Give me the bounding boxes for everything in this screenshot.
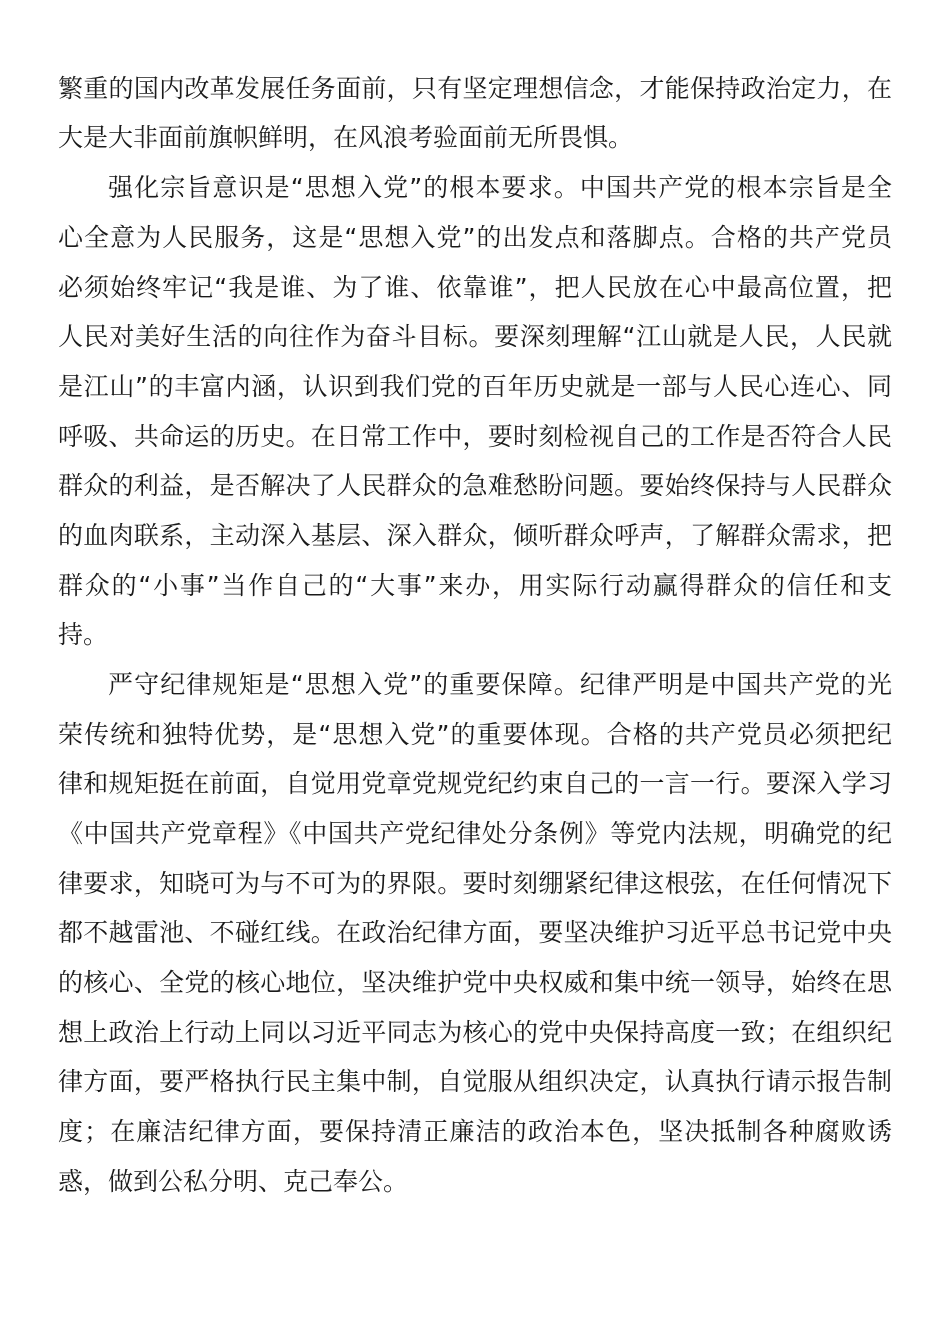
text-line: 繁重的国内改革发展任务面前，只有坚定理想信念，才能保持政治定力，在	[58, 74, 892, 103]
text-line: 大是大非面前旗帜鲜明，在风浪考验面前无所畏惧。	[58, 123, 634, 152]
text-line: 都不越雷池、不碰红线。在政治纪律方面，要坚决维护习近平总书记党中央	[58, 918, 892, 947]
text-line: 群众的“小事”当作自己的“大事”来办，用实际行动赢得群众的信任和支	[58, 571, 892, 600]
text-line: 想上政治上行动上同以习近平同志为核心的党中央保持高度一致；在组织纪	[58, 1018, 892, 1047]
text-line: 《中国共产党章程》《中国共产党纪律处分条例》等党内法规，明确党的纪	[58, 819, 892, 848]
text-line: 必须始终牢记“我是谁、为了谁、依靠谁”，把人民放在心中最高位置，把	[58, 273, 892, 302]
text-line: 荣传统和独特优势，是“思想入党”的重要体现。合格的共产党员必须把纪	[58, 720, 892, 749]
text-line: 律和规矩挺在前面，自觉用党章党规党纪约束自己的一言一行。要深入学习	[58, 769, 892, 798]
text-line: 的核心、全党的核心地位，坚决维护党中央权威和集中统一领导，始终在思	[58, 968, 892, 997]
text-line: 是江山”的丰富内涵，认识到我们党的百年历史就是一部与人民心连心、同	[58, 372, 892, 401]
text-line: 律方面，要严格执行民主集中制，自觉服从组织决定，认真执行请示报告制	[58, 1067, 892, 1096]
text-line: 惑，做到公私分明、克己奉公。	[58, 1167, 409, 1196]
text-line: 的血肉联系，主动深入基层、深入群众，倾听群众呼声，了解群众需求，把	[58, 521, 892, 550]
text-line: 持。	[58, 620, 109, 649]
text-line: 律要求，知晓可为与不可为的界限。要时刻绷紧纪律这根弦，在任何情况下	[58, 869, 892, 898]
text-line: 强化宗旨意识是“思想入党”的根本要求。中国共产党的根本宗旨是全	[108, 173, 892, 202]
text-line: 严守纪律规矩是“思想入党”的重要保障。纪律严明是中国共产党的光	[108, 670, 892, 699]
text-line: 呼吸、共命运的历史。在日常工作中，要时刻检视自己的工作是否符合人民	[58, 422, 892, 451]
text-line: 人民对美好生活的向往作为奋斗目标。要深刻理解“江山就是人民，人民就	[58, 322, 892, 351]
text-line: 群众的利益，是否解决了人民群众的急难愁盼问题。要始终保持与人民群众	[58, 471, 892, 500]
text-line: 度；在廉洁纪律方面，要保持清正廉洁的政治本色，坚决抵制各种腐败诱	[58, 1117, 892, 1146]
text-line: 心全意为人民服务，这是“思想入党”的出发点和落脚点。合格的共产党员	[58, 223, 892, 252]
